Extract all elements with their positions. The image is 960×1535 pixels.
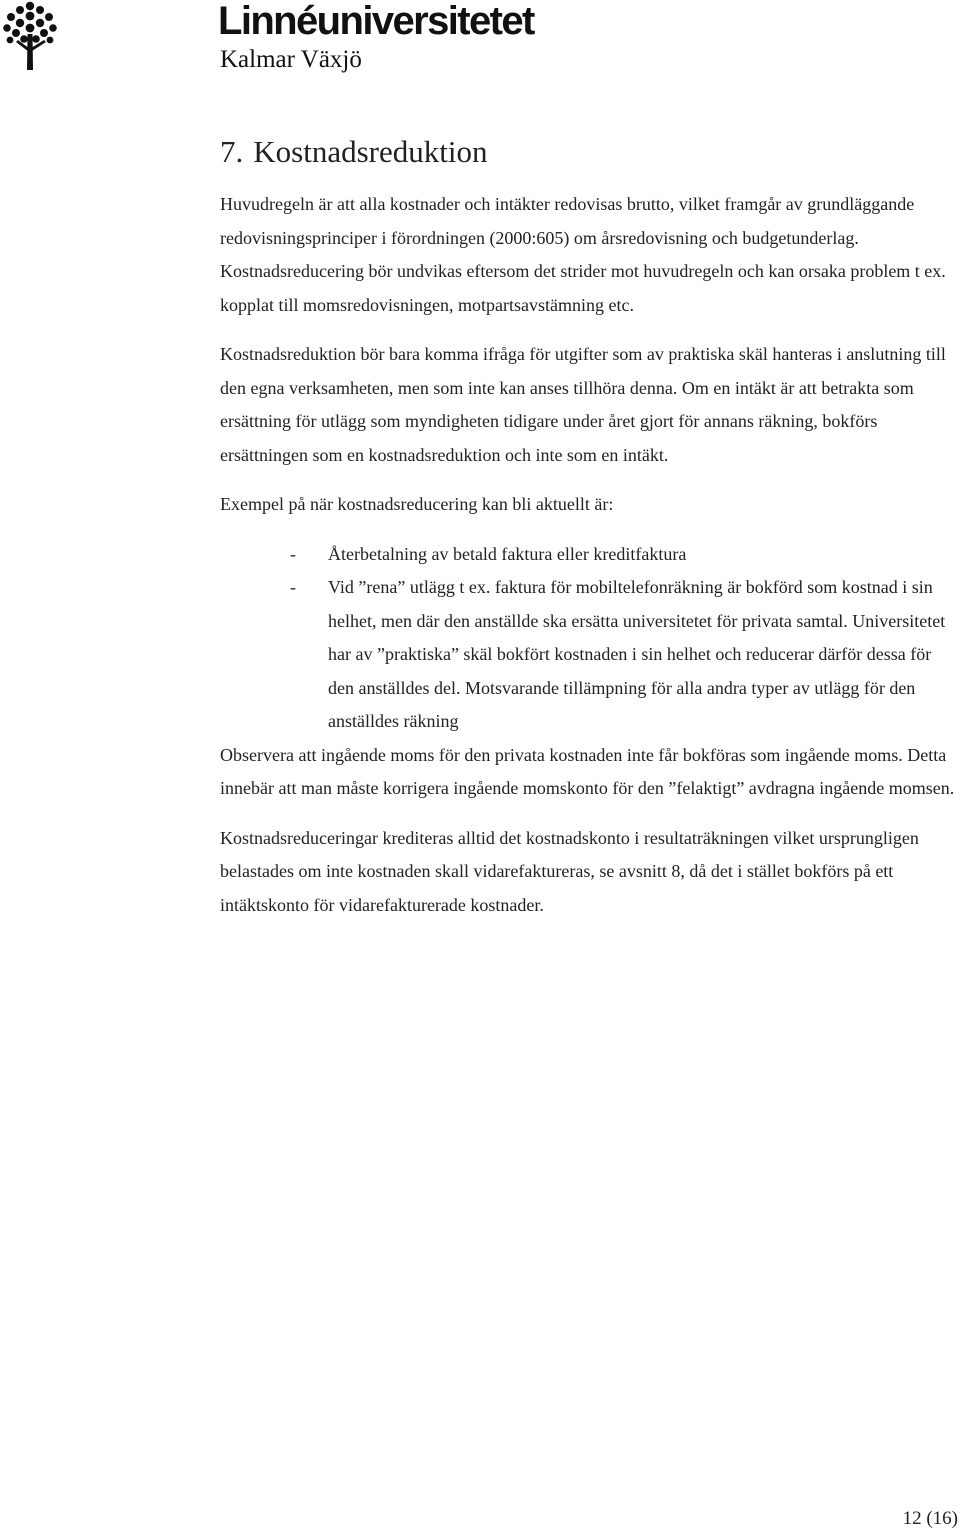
- list-item: [220, 571, 960, 739]
- paragraph: Exempel på när kostnadsreducering kan bli aktuellt är:: [220, 494, 614, 514]
- list-item-text: Återbetalning av betald faktura eller kreditfaktura: [328, 543, 687, 564]
- list-item: [220, 538, 960, 572]
- paragraph: Kostnadsreduktion bör bara komma ifråga för utgifter som av praktiska skäl hanteras i anslutning till den egna verksamheten, men som inte kan anses tillhöra denna. Om en intäkt är att betrakta som ersättning för utlägg som myndigheten tidigare under året gjort för annans räkning, bokförs ersättningen som en kostnadsreduktion och inte som en intäkt.: [220, 344, 946, 465]
- university-logo: [0, 0, 620, 80]
- list-item-text: Vid ”rena” utlägg t ex. faktura för mobiltelefonräkning är bokförd som kostnad i sin helhet, men där den anställde ska ersätta universitetet för privata samtal. Universitetet har av ”praktiska” skäl bokfört kostnaden i sin helhet och reducerar därför dessa för den anställdes del. Motsvarande tillämpning för alla andra typer av utlägg för den anställdes räkning: [328, 577, 946, 731]
- document-body: [220, 132, 960, 938]
- section-number: 7.: [220, 134, 244, 169]
- paragraph: Observera att ingående moms för den privata kostnaden inte får bokföras som ingående moms. Detta innebär att man måste korrigera ingående momskonto för den ”felaktigt” avdragna ingående momsen.: [220, 744, 955, 798]
- paragraph: Huvudregeln är att alla kostnader och intäkter redovisas brutto, vilket framgår av grundläggande redovisningsprinciper i förordningen (2000:605) om årsredovisning och budgetunderlag. Kostnadsreducering bör undvikas eftersom det strider mot huvudregeln och kan orsaka problem t ex. kopplat till momsredovisningen, motpartsavstämning etc.: [220, 194, 946, 315]
- tree-logo-icon: [2, 0, 58, 72]
- section-heading: [220, 132, 960, 172]
- example-list: [220, 538, 960, 739]
- paragraph: Kostnadsreduceringar krediteras alltid det kostnadskonto i resultaträkningen vilket ursprungligen belastades om inte kostnaden skall vidarefaktureras, se avsnitt 8, då det i stället bokförs på ett intäktskonto för vidarefakturerade kostnader.: [220, 827, 919, 915]
- list-bullet: -: [290, 577, 296, 597]
- page-number: 12 (16): [902, 1508, 958, 1529]
- list-bullet: -: [290, 543, 296, 564]
- logo-subtitle: Kalmar Växjö: [220, 46, 362, 73]
- section-title: Kostnadsreduktion: [253, 134, 488, 169]
- logo-wordmark: Linnéuniversitetet: [218, 0, 534, 43]
